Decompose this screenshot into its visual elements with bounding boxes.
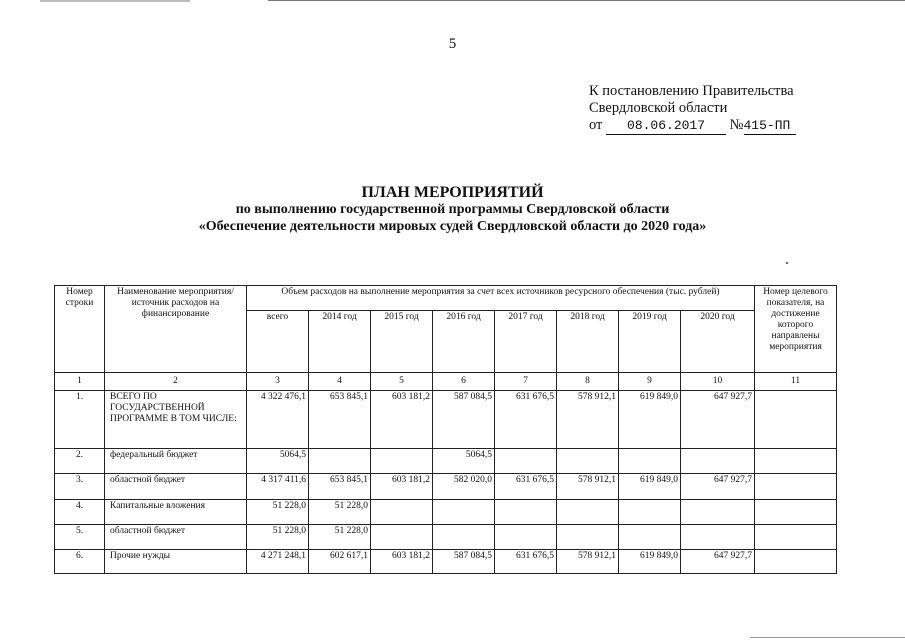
value-cell bbox=[619, 525, 681, 550]
value-cell: 51 228,0 bbox=[247, 525, 309, 550]
header-year: 2019 год bbox=[619, 311, 681, 373]
resolution-date: 08.06.2017 bbox=[606, 117, 726, 135]
value-cell: 631 676,5 bbox=[495, 391, 557, 449]
header-year: 2014 год bbox=[309, 311, 371, 373]
column-index: 11 bbox=[755, 373, 837, 391]
row-name: Капитальные вложения bbox=[105, 500, 247, 525]
value-cell: 653 845,1 bbox=[309, 391, 371, 449]
value-cell bbox=[495, 449, 557, 474]
plan-table bbox=[54, 285, 837, 574]
value-cell: 51 228,0 bbox=[309, 500, 371, 525]
value-cell bbox=[681, 449, 755, 474]
value-cell bbox=[495, 500, 557, 525]
row-number: 1. bbox=[55, 391, 105, 449]
value-cell bbox=[433, 500, 495, 525]
row-number: 4. bbox=[55, 500, 105, 525]
program-name: «Обеспечение деятельности мировых судей Свердловской области до 2020 года» bbox=[198, 219, 707, 234]
value-cell: 619 849,0 bbox=[619, 391, 681, 449]
approval-block bbox=[589, 83, 796, 135]
approval-line1: К постановлению Правительства bbox=[589, 83, 794, 99]
table-row bbox=[55, 550, 837, 574]
header-year: 2016 год bbox=[433, 311, 495, 373]
value-cell bbox=[309, 449, 371, 474]
row-name: ВСЕГО ПО ГОСУДАРСТВЕННОЙ ПРОГРАММЕ В ТОМ ЧИСЛЕ: bbox=[105, 391, 247, 449]
value-cell: 647 927,7 bbox=[681, 550, 755, 574]
column-index: 2 bbox=[105, 373, 247, 391]
column-index: 6 bbox=[433, 373, 495, 391]
value-cell: 631 676,5 bbox=[495, 550, 557, 574]
header-row-number: Номер строки bbox=[55, 286, 105, 373]
scan-artifact bbox=[40, 0, 190, 2]
table-row bbox=[55, 474, 837, 500]
resolution-number: 415-ПП bbox=[744, 117, 796, 135]
row-name: областной бюджет bbox=[105, 474, 247, 500]
header-year: 2015 год bbox=[371, 311, 433, 373]
row-name: областной бюджет bbox=[105, 525, 247, 550]
column-index: 4 bbox=[309, 373, 371, 391]
indicator-cell bbox=[755, 500, 837, 525]
value-cell: 578 912,1 bbox=[557, 391, 619, 449]
value-cell: 619 849,0 bbox=[619, 474, 681, 500]
value-cell: 619 849,0 bbox=[619, 550, 681, 574]
value-cell: 603 181,2 bbox=[371, 550, 433, 574]
scan-artifact bbox=[750, 637, 905, 638]
value-cell: 631 676,5 bbox=[495, 474, 557, 500]
row-name: федеральный бюджет bbox=[105, 449, 247, 474]
column-index: 3 bbox=[247, 373, 309, 391]
header-name: Наименование мероприятия/ источник расходов на финансирование bbox=[105, 286, 247, 373]
column-index: 1 bbox=[55, 373, 105, 391]
row-number: 3. bbox=[55, 474, 105, 500]
value-cell: 587 084,5 bbox=[433, 550, 495, 574]
column-index: 9 bbox=[619, 373, 681, 391]
value-cell: 5064,5 bbox=[433, 449, 495, 474]
header-year: всего bbox=[247, 311, 309, 373]
approval-line2: Свердловской области bbox=[589, 100, 728, 116]
table-row bbox=[55, 391, 837, 449]
document-subtitle: по выполнению государственной программы Свердловской области bbox=[235, 202, 670, 217]
value-cell: 578 912,1 bbox=[557, 474, 619, 500]
column-index: 7 bbox=[495, 373, 557, 391]
header-year: 2018 год bbox=[557, 311, 619, 373]
value-cell: 51 228,0 bbox=[309, 525, 371, 550]
table-row bbox=[55, 500, 837, 525]
indicator-cell bbox=[755, 391, 837, 449]
value-cell: 5064,5 bbox=[247, 449, 309, 474]
approval-date-line bbox=[589, 117, 796, 135]
value-cell: 603 181,2 bbox=[371, 474, 433, 500]
value-cell bbox=[495, 525, 557, 550]
value-cell bbox=[433, 525, 495, 550]
column-index-row bbox=[55, 373, 837, 391]
header-year: 2020 год bbox=[681, 311, 755, 373]
header-volume: Объем расходов на выполнение мероприятия за счет всех источников ресурсного обеспечения (тыс. рублей) bbox=[247, 286, 755, 311]
value-cell bbox=[557, 500, 619, 525]
table-row bbox=[55, 449, 837, 474]
row-number: 6. bbox=[55, 550, 105, 574]
page-number: 5 bbox=[448, 36, 457, 52]
value-cell bbox=[681, 500, 755, 525]
value-cell bbox=[619, 449, 681, 474]
header-indicator: Номер целевого показателя, на достижение которого направлены мероприятия bbox=[755, 286, 837, 373]
value-cell bbox=[619, 500, 681, 525]
value-cell bbox=[681, 525, 755, 550]
number-prefix: № bbox=[729, 117, 744, 133]
value-cell: 4 271 248,1 bbox=[247, 550, 309, 574]
column-index: 5 bbox=[371, 373, 433, 391]
value-cell: 587 084,5 bbox=[433, 391, 495, 449]
indicator-cell bbox=[755, 474, 837, 500]
value-cell bbox=[371, 500, 433, 525]
date-prefix: от bbox=[589, 117, 603, 133]
column-index: 8 bbox=[557, 373, 619, 391]
value-cell: 602 617,1 bbox=[309, 550, 371, 574]
value-cell bbox=[371, 449, 433, 474]
indicator-cell bbox=[755, 550, 837, 574]
value-cell bbox=[557, 525, 619, 550]
value-cell: 647 927,7 bbox=[681, 474, 755, 500]
value-cell: 582 020,0 bbox=[433, 474, 495, 500]
row-name: Прочие нужды bbox=[105, 550, 247, 574]
column-index: 10 bbox=[681, 373, 755, 391]
table-header-row bbox=[55, 286, 837, 311]
value-cell bbox=[557, 449, 619, 474]
scan-artifact bbox=[268, 0, 905, 1]
row-number: 5. bbox=[55, 525, 105, 550]
value-cell: 4 322 476,1 bbox=[247, 391, 309, 449]
document-title: ПЛАН МЕРОПРИЯТИЙ bbox=[361, 184, 544, 201]
value-cell: 4 317 411,6 bbox=[247, 474, 309, 500]
header-year: 2017 год bbox=[495, 311, 557, 373]
indicator-cell bbox=[755, 449, 837, 474]
value-cell: 603 181,2 bbox=[371, 391, 433, 449]
value-cell: 51 228,0 bbox=[247, 500, 309, 525]
value-cell: 647 927,7 bbox=[681, 391, 755, 449]
indicator-cell bbox=[755, 525, 837, 550]
value-cell: 578 912,1 bbox=[557, 550, 619, 574]
table-row bbox=[55, 525, 837, 550]
value-cell bbox=[371, 525, 433, 550]
scan-artifact bbox=[786, 262, 788, 264]
row-number: 2. bbox=[55, 449, 105, 474]
value-cell: 653 845,1 bbox=[309, 474, 371, 500]
